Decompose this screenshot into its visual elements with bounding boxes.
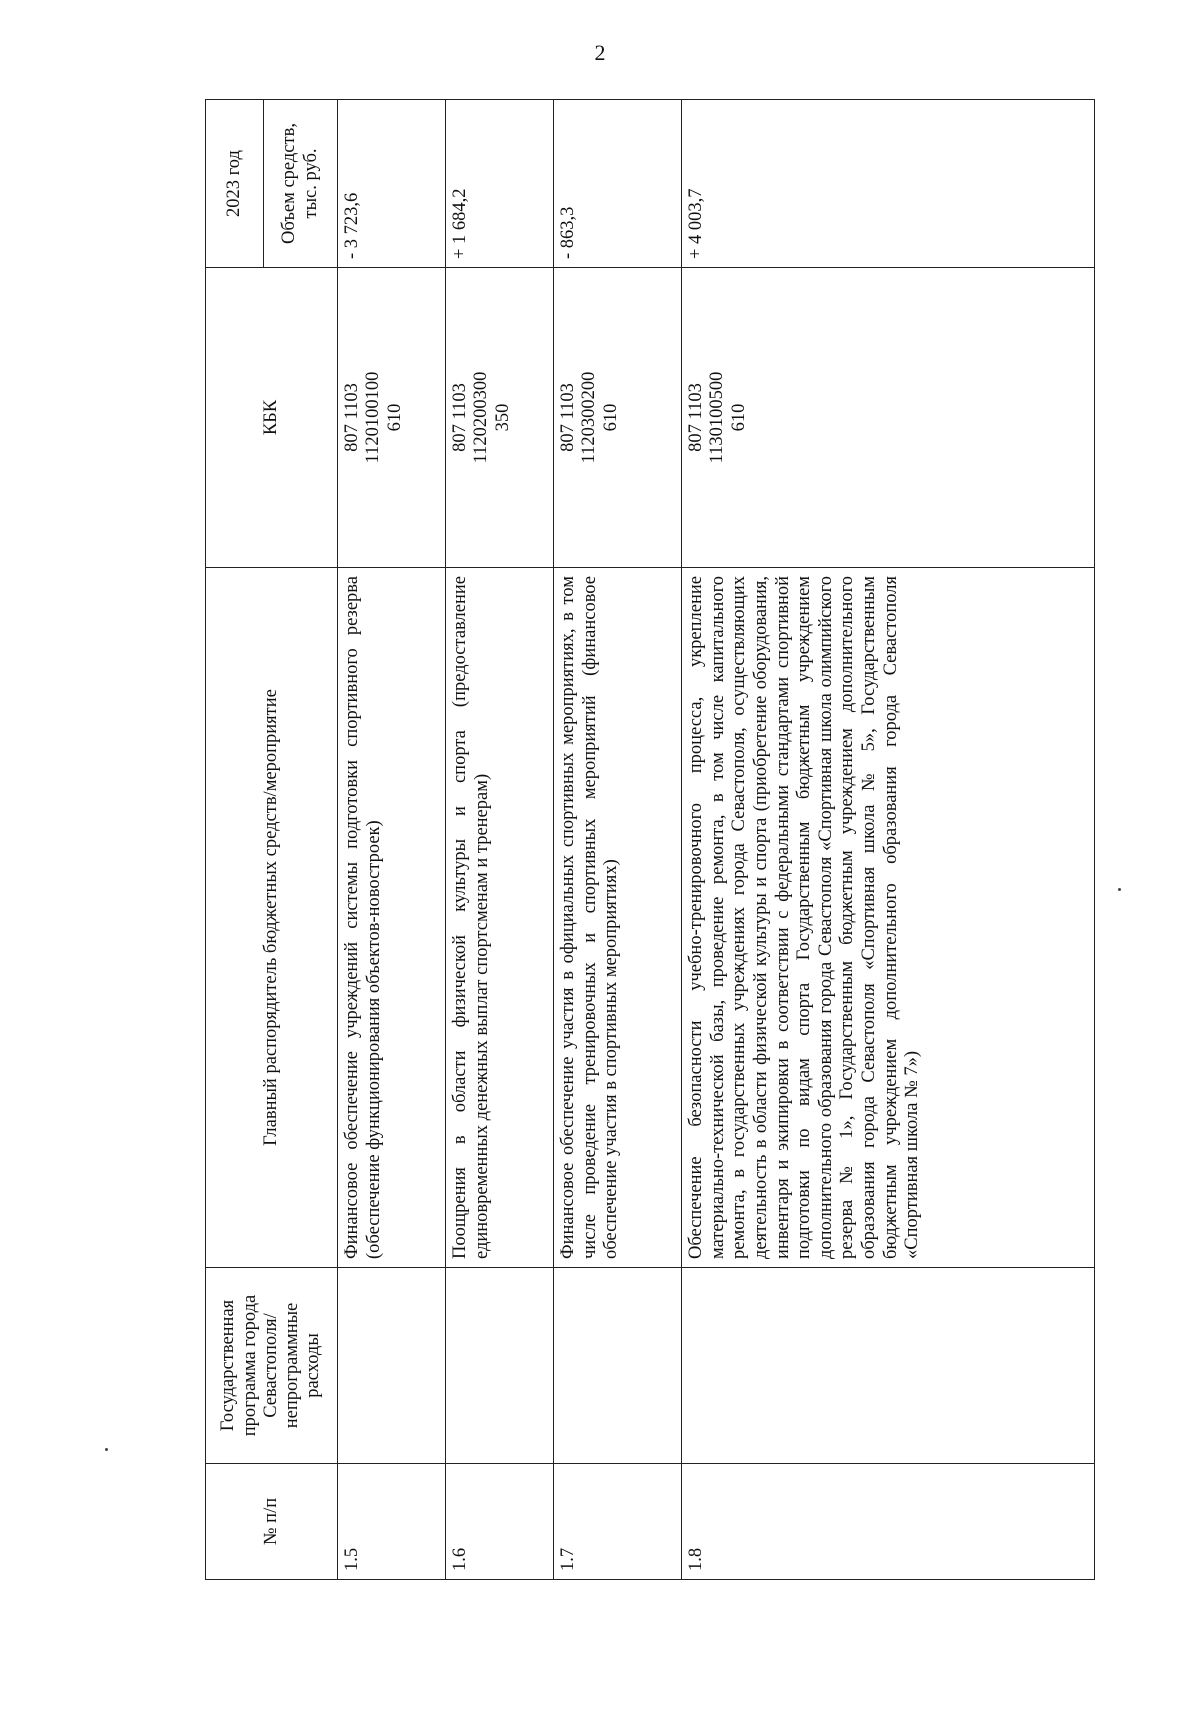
kbk-line: 1120200300 (471, 371, 492, 464)
budget-table (205, 99, 1095, 1580)
table-row (446, 100, 554, 1580)
row-amount: - 863,3 (554, 100, 682, 268)
row-kbk (554, 268, 682, 568)
table-row (338, 100, 446, 1580)
kbk-line: 1120100100 (363, 371, 384, 464)
row-program (682, 1268, 1095, 1464)
header-year: 2023 год (206, 100, 264, 268)
row-measure: Финансовое обеспечение учреждений системы подготовки спортивного резерва (обеспечение функционирования объектов-новостроек) (338, 568, 446, 1268)
scan-speck (105, 1448, 108, 1451)
page-number: 2 (594, 40, 606, 65)
table-row (554, 100, 682, 1580)
row-program (338, 1268, 446, 1464)
kbk-line: 807 1103 (558, 383, 578, 452)
row-measure: Обеспечение безопасности учебно-тренировочного процесса, укрепление материально-технической базы, проведение ремонта, в том числе капитального ремонта, в государственных учреждениях города Севастополя, осуществляющих деятельность в области физической культуры и спорта (приобретение оборудования, инвентаря и экипировки в соответствии с федеральными стандартами спортивной подготовки по видам спорта Государственным бюджетным учреждением дополнительного образования города Севастополя «Спортивная школа олимпийского резерва № 1», Государственным бюджетным учреждением дополнительного образования города Севастополя «Спортивная школа № 5», Государственным бюджетным учреждением дополнительного образования города Севастополя «Спортивная школа № 7») (682, 568, 1095, 1268)
kbk-line: 807 1103 (450, 383, 470, 452)
kbk-line: 1130100500 (707, 371, 728, 464)
kbk-line: 610 (600, 403, 621, 432)
kbk-line: 610 (728, 403, 749, 432)
row-kbk (682, 268, 1095, 568)
row-program (446, 1268, 554, 1464)
kbk-line: 807 1103 (342, 383, 362, 452)
row-kbk (338, 268, 446, 568)
row-program (554, 1268, 682, 1464)
kbk-line: 807 1103 (686, 383, 706, 452)
row-number: 1.6 (446, 1464, 554, 1580)
kbk-line: 610 (384, 403, 405, 432)
header-kbk: КБК (206, 268, 338, 568)
kbk-line: 350 (492, 403, 513, 432)
row-measure: Поощрения в области физической культуры и спорта (предоставление единовременных денежных выплат спортсменам и тренерам) (446, 568, 554, 1268)
row-number: 1.7 (554, 1464, 682, 1580)
kbk-line: 1120300200 (579, 371, 600, 464)
row-number: 1.8 (682, 1464, 1095, 1580)
row-amount: + 4 003,7 (682, 100, 1095, 268)
header-number: № п/п (206, 1464, 338, 1580)
row-number: 1.5 (338, 1464, 446, 1580)
row-kbk (446, 268, 554, 568)
budget-table-container (205, 100, 1095, 1580)
row-amount: - 3 723,6 (338, 100, 446, 268)
header-measure: Главный распорядитель бюджетных средств/мероприятие (206, 568, 338, 1268)
table-row (682, 100, 1095, 1580)
scan-speck (1118, 888, 1121, 891)
header-volume: Объем средств, тыс. руб. (264, 100, 338, 268)
row-measure: Финансовое обеспечение участия в официальных спортивных мероприятиях, в том числе проведение тренировочных и спортивных мероприятий (финансовое обеспечение участия в спортивных мероприятиях) (554, 568, 682, 1268)
row-amount: + 1 684,2 (446, 100, 554, 268)
header-program: Государственная программа города Севастополя/ непрограммные расходы (206, 1268, 338, 1464)
